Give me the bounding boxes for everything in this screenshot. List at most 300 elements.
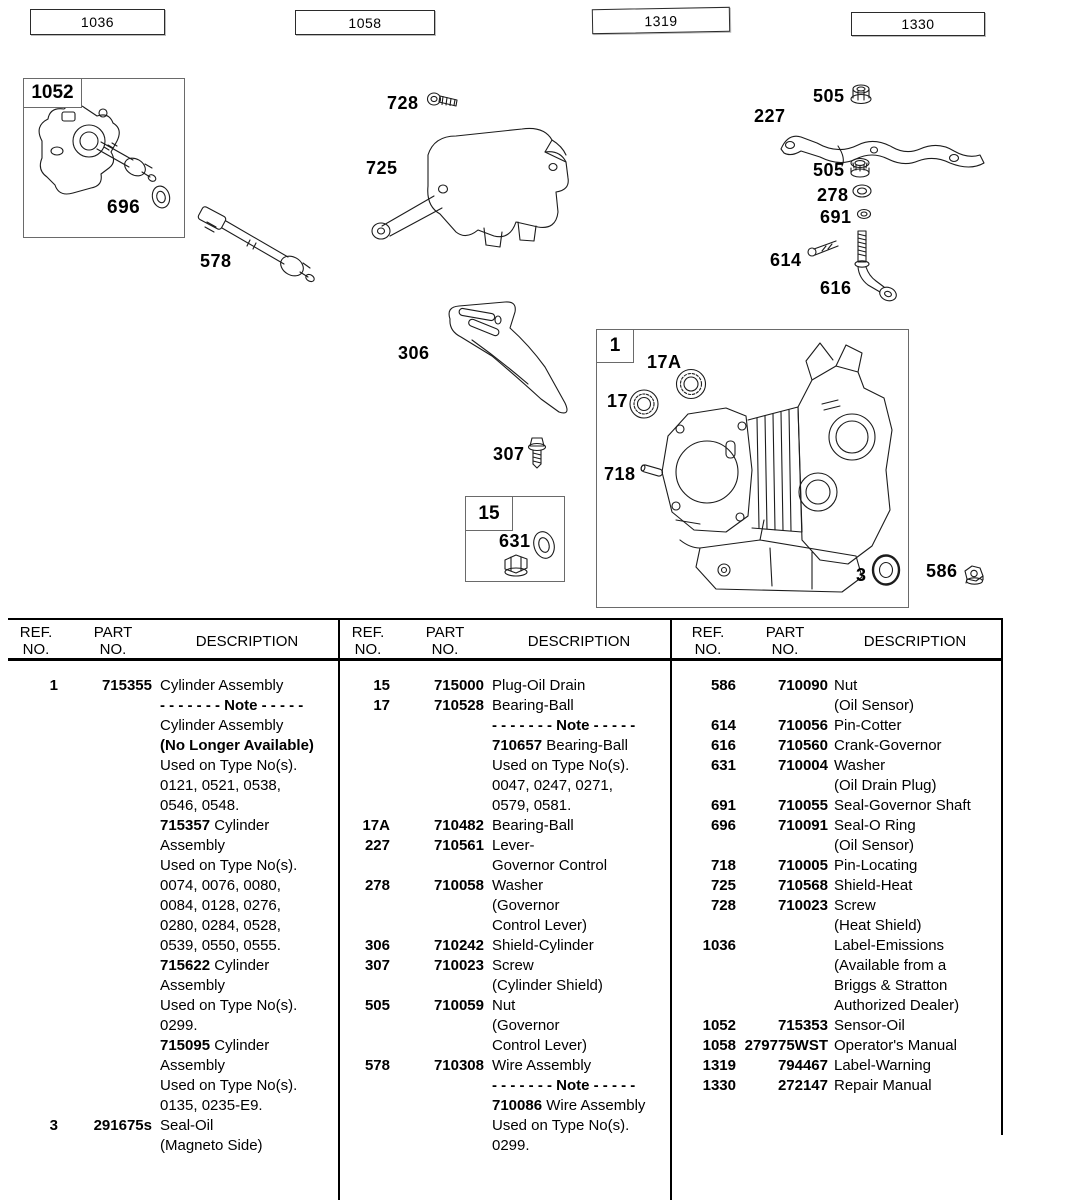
table-row [340, 996, 672, 1016]
ref-no: 631 [710, 757, 736, 774]
screw-icon [428, 93, 458, 106]
table-row [8, 976, 340, 996]
description [492, 856, 672, 876]
part-no-header: PART NO. [425, 624, 465, 658]
part-no [66, 876, 152, 896]
part-no [398, 1016, 484, 1036]
table-row [672, 876, 1004, 896]
table-row [340, 676, 672, 696]
ref-no [340, 736, 390, 756]
description [492, 896, 672, 916]
group-box-1052 [23, 78, 185, 238]
part-no [398, 796, 484, 816]
ref-no: 1058 [702, 1037, 736, 1054]
description-text: Washer [834, 757, 886, 774]
description-text: Used on Type No(s). [160, 757, 298, 774]
ref-no [8, 1096, 58, 1116]
description [160, 1056, 340, 1076]
description-text: Bearing-Ball [492, 817, 574, 834]
description [492, 796, 672, 816]
ref-no: 614 [710, 717, 736, 734]
table-row [672, 1076, 1004, 1096]
callout-17: 17 [607, 391, 629, 411]
part-no: 710091 [777, 817, 828, 834]
description-text: 0546, 0548. [160, 797, 240, 814]
table-row [8, 816, 340, 836]
ref-no [8, 856, 58, 876]
description-header: DESCRIPTION [195, 633, 299, 650]
description [834, 916, 1004, 936]
description-text: 0299. [492, 1137, 530, 1154]
description-text: Pin-Cotter [834, 717, 902, 734]
part-no [66, 756, 152, 776]
description [160, 956, 340, 976]
description [160, 1136, 340, 1156]
description [160, 776, 340, 796]
part-no: 710055 [777, 797, 828, 814]
table-row [672, 896, 1004, 916]
ref-no [340, 1076, 390, 1096]
flange-nut-icon [851, 85, 871, 104]
part-no [742, 836, 828, 856]
table-row [340, 836, 672, 856]
description [492, 776, 672, 796]
part-no [66, 1076, 152, 1096]
ref-no: 691 [710, 797, 736, 814]
description [834, 956, 1004, 976]
table-row [672, 716, 1004, 736]
table-row [8, 936, 340, 956]
ref-no [340, 756, 390, 776]
table-header [340, 620, 672, 676]
description [834, 1056, 1004, 1076]
table-header [8, 620, 340, 676]
part-no [398, 1036, 484, 1056]
table-row [8, 696, 340, 716]
description-text: Cylinder [210, 957, 270, 974]
table-row [340, 916, 672, 936]
table-row [8, 676, 340, 696]
table-row [672, 956, 1004, 976]
table-row [8, 1076, 340, 1096]
description [160, 876, 340, 896]
part-no [398, 1096, 484, 1116]
table-body [8, 676, 340, 1156]
part-no [742, 936, 828, 956]
description-text: Washer [492, 877, 544, 894]
callout-616: 616 [820, 278, 852, 298]
part-no [66, 976, 152, 996]
callout-696: 696 [107, 197, 141, 218]
nut-icon [965, 566, 983, 584]
part-no: 710568 [777, 877, 828, 894]
ref-box-1330: 1330 [851, 12, 985, 36]
group-box-1-label: 1 [596, 329, 634, 363]
ref-no [340, 776, 390, 796]
description-text: (Magneto Side) [160, 1137, 263, 1154]
description-text: (Oil Drain Plug) [834, 777, 937, 794]
part-no: 715353 [777, 1017, 828, 1034]
description-text: Control Lever) [492, 917, 588, 934]
description-text: Seal-Governor Shaft [834, 797, 971, 814]
description [492, 1076, 672, 1096]
part-no [66, 776, 152, 796]
table-row [340, 696, 672, 716]
description-text: (Heat Shield) [834, 917, 922, 934]
part-no [66, 736, 152, 756]
table-row [672, 816, 1004, 836]
ref-no: 307 [364, 957, 390, 974]
ref-no [8, 1136, 58, 1156]
table-row [8, 716, 340, 736]
group-box-15-label: 15 [465, 496, 513, 531]
ref-no [8, 896, 58, 916]
table-row [340, 1116, 672, 1136]
ref-no [8, 736, 58, 756]
callout-691: 691 [820, 207, 852, 227]
table-row [672, 976, 1004, 996]
ref-no: 616 [710, 737, 736, 754]
description [834, 976, 1004, 996]
description [160, 676, 340, 696]
table-row [8, 876, 340, 896]
description-text: Authorized Dealer) [834, 997, 960, 1014]
description-text: 0121, 0521, 0538, [160, 777, 281, 794]
callout-718: 718 [604, 464, 636, 484]
part-no [66, 1036, 152, 1056]
description-text: Used on Type No(s). [160, 997, 298, 1014]
table-row [672, 1056, 1004, 1076]
part-no [66, 716, 152, 736]
part-no: 715355 [101, 677, 152, 694]
parts-table-column-2 [340, 620, 672, 1156]
description [160, 756, 340, 776]
part-no [66, 856, 152, 876]
description [160, 1096, 340, 1116]
ref-no: 1 [49, 677, 58, 694]
table-body [672, 676, 1004, 1096]
description [492, 936, 672, 956]
description-text: Seal-O Ring [834, 817, 916, 834]
ref-no [672, 776, 736, 796]
ref-no: 1319 [702, 1057, 736, 1074]
description-text: Seal-Oil [160, 1117, 214, 1134]
part-no [66, 1136, 152, 1156]
description [492, 1036, 672, 1056]
callout-505b: 505 [813, 160, 845, 180]
ref-no [8, 696, 58, 716]
description-text: Label-Warning [834, 1057, 931, 1074]
part-no [66, 996, 152, 1016]
description-text: Cylinder Assembly [160, 717, 284, 734]
description [160, 896, 340, 916]
part-no: 710528 [433, 697, 484, 714]
part-no [66, 896, 152, 916]
description [834, 1036, 1004, 1056]
part-no: 291675s [93, 1117, 152, 1134]
description [834, 1076, 1004, 1096]
ref-no [672, 696, 736, 716]
description-text: Screw [492, 957, 534, 974]
group-box-1052-label: 1052 [23, 78, 82, 108]
ref-box-1319: 1319 [592, 7, 730, 34]
part-no [398, 976, 484, 996]
description [160, 1016, 340, 1036]
part-no [742, 996, 828, 1016]
ref-no: 505 [364, 997, 390, 1014]
ref-no [340, 856, 390, 876]
description [492, 916, 672, 936]
part-no [66, 1016, 152, 1036]
description-text: Crank-Governor [834, 737, 942, 754]
table-row [672, 776, 1004, 796]
table-row [672, 696, 1004, 716]
description-text: Cylinder Assembly [160, 677, 284, 694]
table-row [340, 1036, 672, 1056]
description [834, 796, 1004, 816]
part-no [398, 716, 484, 736]
ref-no-header: REF. NO. [691, 624, 725, 658]
part-no [398, 776, 484, 796]
ref-box-1036: 1036 [30, 9, 165, 35]
description-text: (Governor [492, 897, 560, 914]
description [834, 816, 1004, 836]
part-no [742, 696, 828, 716]
ref-no [340, 1136, 390, 1156]
table-row [8, 956, 340, 976]
description-text: Lever- [492, 837, 535, 854]
description [492, 676, 672, 696]
cotter-pin-icon [808, 241, 838, 256]
ref-no: 725 [710, 877, 736, 894]
description-text: Label-Emissions [834, 937, 945, 954]
table-row [672, 676, 1004, 696]
description [834, 776, 1004, 796]
ref-no [340, 1036, 390, 1056]
table-row [8, 1036, 340, 1056]
description-text: Assembly [160, 1057, 226, 1074]
description [834, 876, 1004, 896]
table-row [8, 996, 340, 1016]
ref-no [8, 1016, 58, 1036]
ref-no [672, 976, 736, 996]
description-text: Used on Type No(s). [160, 857, 298, 874]
callout-3: 3 [856, 565, 867, 585]
description-text: Screw [834, 897, 876, 914]
description-header: DESCRIPTION [527, 633, 631, 650]
governor-crank-icon [855, 231, 898, 303]
part-no [66, 1096, 152, 1116]
ref-no: 696 [710, 817, 736, 834]
description-text: Bearing-Ball [492, 697, 574, 714]
description-text: 0280, 0284, 0528, [160, 917, 281, 934]
ref-box-1058: 1058 [295, 10, 435, 35]
part-no [66, 836, 152, 856]
callout-728: 728 [387, 93, 419, 113]
ref-no [672, 836, 736, 856]
table-row [340, 876, 672, 896]
ref-no [340, 896, 390, 916]
part-no: 272147 [777, 1077, 828, 1094]
part-no [66, 916, 152, 936]
description-text: Assembly [160, 837, 226, 854]
description [834, 996, 1004, 1016]
ref-no [8, 1056, 58, 1076]
ref-no: 17 [373, 697, 390, 714]
part-no: 710482 [433, 817, 484, 834]
ref-no: 3 [49, 1117, 58, 1134]
part-no [742, 956, 828, 976]
ref-no: 278 [364, 877, 390, 894]
description-text: Nut [492, 997, 516, 1014]
description-bold: 710086 [492, 1097, 543, 1114]
description-text: Shield-Heat [834, 877, 913, 894]
ref-no [8, 956, 58, 976]
ref-no [8, 996, 58, 1016]
table-row [672, 836, 1004, 856]
part-no [398, 856, 484, 876]
description [160, 936, 340, 956]
description-text: (Governor [492, 1017, 560, 1034]
table-row [8, 1116, 340, 1136]
description [160, 976, 340, 996]
table-row [340, 956, 672, 976]
description [160, 1076, 340, 1096]
description [834, 896, 1004, 916]
description-text: Used on Type No(s). [160, 1077, 298, 1094]
table-body [340, 676, 672, 1156]
description [160, 716, 340, 736]
ref-no [672, 996, 736, 1016]
ref-no-header: REF. NO. [351, 624, 385, 658]
table-row [8, 856, 340, 876]
description-text: Cylinder [210, 1037, 270, 1054]
part-no [66, 796, 152, 816]
part-no: 710308 [433, 1057, 484, 1074]
table-row [8, 736, 340, 756]
description-text: 0579, 0581. [492, 797, 572, 814]
table-row [340, 756, 672, 776]
description-text: Repair Manual [834, 1077, 932, 1094]
ref-no [672, 916, 736, 936]
table-row [340, 936, 672, 956]
description [160, 996, 340, 1016]
table-row [672, 736, 1004, 756]
description [492, 996, 672, 1016]
description [834, 936, 1004, 956]
table-row [672, 756, 1004, 776]
ref-no [340, 1016, 390, 1036]
table-row [672, 856, 1004, 876]
description-text: (Available from a [834, 957, 947, 974]
table-row [8, 896, 340, 916]
part-no-header: PART NO. [765, 624, 805, 658]
heat-shield-icon [372, 128, 568, 247]
description [160, 736, 340, 756]
callout-307: 307 [493, 444, 525, 464]
table-row [8, 1056, 340, 1076]
description [492, 1136, 672, 1156]
ref-no: 17A [362, 817, 390, 834]
ref-no [340, 716, 390, 736]
table-row [340, 896, 672, 916]
description-text: Cylinder [210, 817, 270, 834]
part-no: 710561 [433, 837, 484, 854]
washer-icon [853, 185, 871, 197]
description [492, 1096, 672, 1116]
part-no: 710560 [777, 737, 828, 754]
description-text: Shield-Cylinder [492, 937, 594, 954]
table-header [672, 620, 1004, 676]
part-no: 710059 [433, 997, 484, 1014]
part-no: 710090 [777, 677, 828, 694]
ref-no: 227 [364, 837, 390, 854]
part-no: 279775WST [744, 1037, 828, 1054]
description-text: Nut [834, 677, 858, 694]
description-bold: 715095 [160, 1037, 211, 1054]
description [492, 816, 672, 836]
description-text: Bearing-Ball [542, 737, 628, 754]
table-row [340, 776, 672, 796]
part-no [66, 936, 152, 956]
part-no [742, 976, 828, 996]
description-bold: - - - - - - - Note - - - - - [492, 1077, 636, 1094]
part-no: 710023 [433, 957, 484, 974]
description [160, 916, 340, 936]
description [160, 836, 340, 856]
table-row [8, 756, 340, 776]
description-text: 0074, 0076, 0080, [160, 877, 281, 894]
ref-no [8, 776, 58, 796]
description [492, 1056, 672, 1076]
callout-578: 578 [200, 251, 232, 271]
table-row [672, 916, 1004, 936]
description-bold: - - - - - - - Note - - - - - [160, 697, 304, 714]
description-text: Operator's Manual [834, 1037, 957, 1054]
part-no [398, 736, 484, 756]
ref-no [8, 936, 58, 956]
screw-icon [529, 438, 546, 468]
description [834, 736, 1004, 756]
part-no: 710242 [433, 937, 484, 954]
table-row [8, 1096, 340, 1116]
table-row [340, 1136, 672, 1156]
description [492, 976, 672, 996]
table-row [672, 936, 1004, 956]
table-row [672, 1036, 1004, 1056]
description [492, 1016, 672, 1036]
part-no: 710004 [777, 757, 828, 774]
description [834, 676, 1004, 696]
table-row [8, 916, 340, 936]
ref-no [340, 976, 390, 996]
ref-no: 578 [364, 1057, 390, 1074]
table-row [8, 836, 340, 856]
description-text: Pin-Locating [834, 857, 918, 874]
table-row [8, 776, 340, 796]
table-row [340, 736, 672, 756]
table-row [340, 1096, 672, 1116]
part-no [398, 756, 484, 776]
description-header: DESCRIPTION [863, 633, 967, 650]
ref-no [8, 1036, 58, 1056]
part-no [66, 696, 152, 716]
description-bold: - - - - - - - Note - - - - - [492, 717, 636, 734]
description-text: (Oil Sensor) [834, 837, 915, 854]
part-no [66, 1056, 152, 1076]
parts-table-column-1 [8, 620, 340, 1156]
callout-631: 631 [499, 531, 531, 551]
